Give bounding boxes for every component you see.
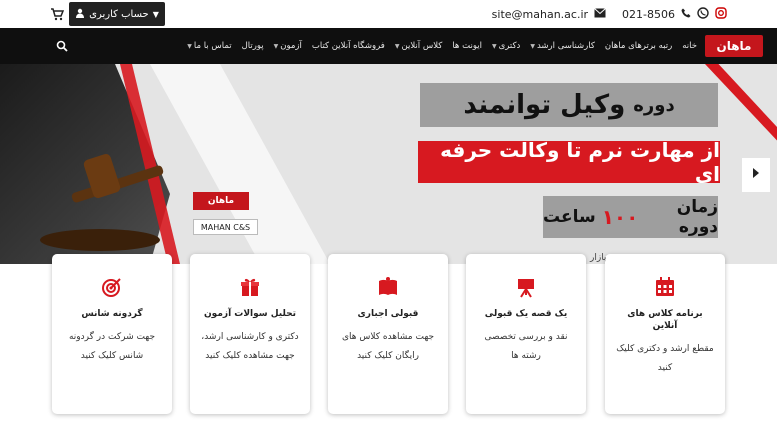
- feature-card-description: جهت مشاهده کلاس های رایگان کلیک کنید: [341, 332, 435, 361]
- easel-icon: [514, 276, 538, 300]
- nav-item-label: دکتری: [498, 41, 521, 51]
- chevron-down-icon: ▼: [152, 9, 159, 19]
- feature-card-title: تحلیل سوالات آزمون: [204, 309, 296, 319]
- nav-item-label: کارشناسی ارشد: [536, 41, 595, 51]
- gift-icon: [238, 276, 262, 300]
- feature-card[interactable]: [328, 254, 448, 414]
- envelope-icon: [594, 8, 606, 21]
- phone-text[interactable]: 021-8506: [622, 7, 675, 21]
- feature-card[interactable]: [52, 254, 172, 414]
- target-icon: [100, 276, 124, 300]
- top-bar: [0, 0, 777, 28]
- chevron-down-icon: ▼: [530, 42, 535, 50]
- chevron-right-icon: [751, 167, 761, 183]
- feature-card-title: گردونه شانس: [81, 309, 143, 319]
- instagram-icon[interactable]: [715, 7, 727, 22]
- feature-card[interactable]: [466, 254, 586, 414]
- nav-item-label: فروشگاه آنلاین کتاب: [311, 41, 385, 51]
- hero-title-line3: [543, 196, 718, 238]
- hero-mini-logo: ماهان: [193, 192, 249, 210]
- feature-card-description: نقد و بررسی تخصصی رشته ها: [484, 332, 568, 361]
- book-icon: [376, 276, 400, 300]
- hero-title-main: وکیل توانمند: [463, 90, 626, 120]
- account-button[interactable]: [69, 2, 165, 26]
- gavel-base: [40, 229, 160, 251]
- feature-card-title: برنامه کلاس های آنلاین: [627, 309, 703, 331]
- nav-item[interactable]: [242, 41, 264, 51]
- feature-card-title: یک قصه یک قبولی: [484, 309, 568, 319]
- nav-item[interactable]: [492, 41, 520, 51]
- nav-item-label: رتبه برترهای ماهان: [604, 41, 673, 51]
- site-logo[interactable]: ماهان: [705, 35, 763, 57]
- hero-duration-prefix: زمان دوره: [676, 197, 718, 237]
- nav-item[interactable]: [682, 41, 697, 51]
- nav-item[interactable]: [312, 41, 385, 51]
- contact-info: [492, 6, 727, 22]
- user-icon: [75, 8, 85, 21]
- nav-item[interactable]: [605, 41, 672, 51]
- feature-card-description: دکتری و کارشناسی ارشد، جهت مشاهده کلیک کنید: [201, 332, 299, 361]
- nav-item[interactable]: [530, 41, 595, 51]
- cart-icon[interactable]: [50, 7, 64, 21]
- account-label: حساب کاربری: [89, 8, 149, 20]
- hero-title-line2: از مهارت نرم تا وکالت حرفه ای: [418, 141, 720, 183]
- main-nav: [0, 28, 777, 64]
- feature-card-description: مقطع ارشد و دکتری کلیک کنید: [616, 344, 714, 373]
- feature-card[interactable]: [190, 254, 310, 414]
- hero-caption: بازار: [590, 253, 607, 263]
- nav-item-label: خانه: [682, 41, 697, 51]
- hero-duration-suffix: ساعت: [543, 207, 596, 227]
- feature-cards: [0, 254, 777, 423]
- slider-next-button[interactable]: [742, 158, 770, 192]
- chevron-down-icon: ▼: [273, 42, 279, 50]
- nav-item[interactable]: [452, 41, 482, 51]
- email-text[interactable]: site@mahan.ac.ir: [491, 7, 589, 21]
- hero-title-prefix: دوره: [633, 94, 675, 116]
- chevron-down-icon: ▼: [491, 42, 497, 50]
- whatsapp-icon[interactable]: [697, 7, 709, 22]
- nav-item-label: کلاس آنلاین: [401, 41, 443, 51]
- search-icon[interactable]: [56, 40, 68, 52]
- nav-item[interactable]: [274, 41, 302, 51]
- hero-title-line1: [420, 83, 718, 127]
- hero-mini-logo-cs: MAHAN C&S: [193, 219, 258, 235]
- feature-card-title: قبولی اجباری: [357, 309, 419, 319]
- chevron-down-icon: ▼: [394, 42, 400, 50]
- nav-item-label: پورتال: [241, 41, 264, 51]
- phone-icon: [681, 8, 691, 21]
- feature-card[interactable]: [605, 254, 725, 414]
- calendar-icon: [653, 276, 677, 300]
- nav-item[interactable]: [187, 41, 231, 51]
- nav-items: [187, 28, 697, 64]
- chevron-down-icon: ▼: [187, 42, 192, 50]
- nav-item-label: تماس با ما: [193, 41, 232, 51]
- feature-card-description: جهت شرکت در گردونه شانس کلیک کنید: [68, 332, 156, 361]
- nav-item[interactable]: [395, 41, 442, 51]
- nav-item-label: ایونت ها: [452, 41, 482, 51]
- hero-duration-number: ۱۰۰: [601, 205, 639, 229]
- nav-item-label: آزمون: [280, 41, 302, 51]
